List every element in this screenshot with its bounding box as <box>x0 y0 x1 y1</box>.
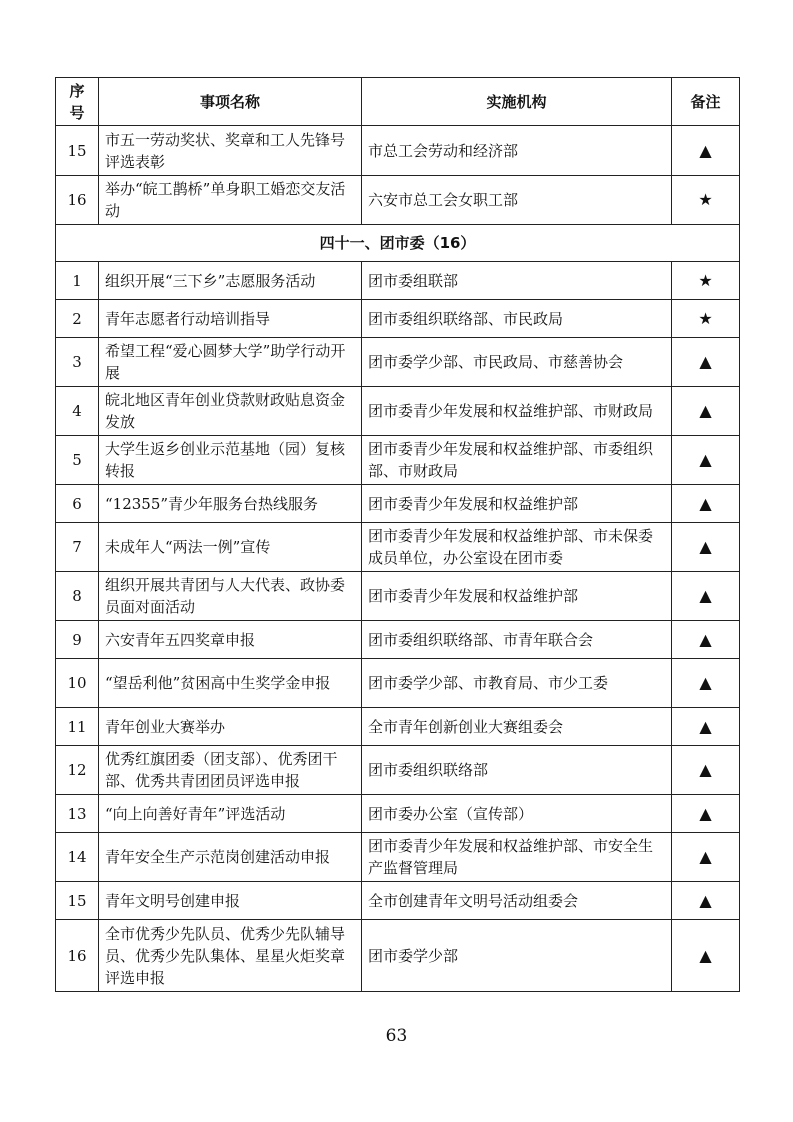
row-seq: 3 <box>56 338 99 387</box>
row-mark: ▲ <box>672 659 740 708</box>
table-row <box>56 621 740 659</box>
row-org: 团市委学少部、市民政局、市慈善协会 <box>362 338 672 387</box>
table-row <box>56 708 740 746</box>
header-seq: 序号 <box>56 78 99 126</box>
row-mark: ▲ <box>672 485 740 523</box>
row-org: 团市委办公室（宣传部） <box>362 795 672 833</box>
section-row <box>56 225 740 262</box>
table-header-row <box>56 78 740 126</box>
row-seq: 16 <box>56 920 99 992</box>
rows-before-section <box>56 126 740 225</box>
row-seq: 15 <box>56 882 99 920</box>
row-org: 全市创建青年文明号活动组委会 <box>362 882 672 920</box>
row-org: 团市委青少年发展和权益维护部 <box>362 485 672 523</box>
row-mark: ★ <box>672 300 740 338</box>
row-name: 青年创业大赛举办 <box>99 708 362 746</box>
row-seq: 13 <box>56 795 99 833</box>
header-name: 事项名称 <box>99 78 362 126</box>
row-seq: 8 <box>56 572 99 621</box>
row-org: 全市青年创新创业大赛组委会 <box>362 708 672 746</box>
row-seq: 1 <box>56 262 99 300</box>
row-mark: ▲ <box>672 572 740 621</box>
row-mark: ▲ <box>672 387 740 436</box>
row-name: “望岳利他”贫困高中生奖学金申报 <box>99 659 362 708</box>
row-org: 团市委组联部 <box>362 262 672 300</box>
header-note: 备注 <box>672 78 740 126</box>
table-row <box>56 436 740 485</box>
row-mark: ▲ <box>672 338 740 387</box>
table-row <box>56 126 740 176</box>
row-seq: 14 <box>56 833 99 882</box>
row-org: 团市委组织联络部、市民政局 <box>362 300 672 338</box>
table-row <box>56 262 740 300</box>
row-mark: ▲ <box>672 746 740 795</box>
row-name: 组织开展共青团与人大代表、政协委员面对面活动 <box>99 572 362 621</box>
table-row <box>56 795 740 833</box>
row-name: 皖北地区青年创业贷款财政贴息资金发放 <box>99 387 362 436</box>
row-name: 全市优秀少先队员、优秀少先队辅导员、优秀少先队集体、星星火炬奖章评选申报 <box>99 920 362 992</box>
row-mark: ▲ <box>672 882 740 920</box>
row-org: 团市委学少部、市教育局、市少工委 <box>362 659 672 708</box>
row-mark: ★ <box>672 262 740 300</box>
row-name: 希望工程“爱心圆梦大学”助学行动开展 <box>99 338 362 387</box>
row-org: 团市委青少年发展和权益维护部、市未保委成员单位，办公室设在团市委 <box>362 523 672 572</box>
row-org: 团市委组织联络部、市青年联合会 <box>362 621 672 659</box>
row-name: 举办“皖工鹊桥”单身职工婚恋交友活动 <box>99 176 362 225</box>
row-name: 六安青年五四奖章申报 <box>99 621 362 659</box>
table-row <box>56 572 740 621</box>
row-org: 团市委组织联络部 <box>362 746 672 795</box>
row-mark: ▲ <box>672 436 740 485</box>
row-name: “向上向善好青年”评选活动 <box>99 795 362 833</box>
row-seq: 15 <box>56 126 99 176</box>
row-seq: 6 <box>56 485 99 523</box>
row-name: 组织开展“三下乡”志愿服务活动 <box>99 262 362 300</box>
row-mark: ▲ <box>672 523 740 572</box>
row-org: 团市委青少年发展和权益维护部 <box>362 572 672 621</box>
row-name: 未成年人“两法一例”宣传 <box>99 523 362 572</box>
table-row <box>56 300 740 338</box>
row-mark: ▲ <box>672 126 740 176</box>
row-seq: 10 <box>56 659 99 708</box>
section-title: 四十一、团市委（16） <box>56 225 740 262</box>
page-number: 63 <box>385 1026 408 1046</box>
row-name: 青年文明号创建申报 <box>99 882 362 920</box>
table-row <box>56 387 740 436</box>
row-name: 大学生返乡创业示范基地（园）复核转报 <box>99 436 362 485</box>
table-row <box>56 833 740 882</box>
row-mark: ▲ <box>672 795 740 833</box>
row-org: 团市委学少部 <box>362 920 672 992</box>
table-row <box>56 485 740 523</box>
row-org: 团市委青少年发展和权益维护部、市安全生产监督管理局 <box>362 833 672 882</box>
row-seq: 7 <box>56 523 99 572</box>
row-name: 青年志愿者行动培训指导 <box>99 300 362 338</box>
row-seq: 4 <box>56 387 99 436</box>
table-row <box>56 920 740 992</box>
row-seq: 5 <box>56 436 99 485</box>
row-seq: 11 <box>56 708 99 746</box>
row-seq: 12 <box>56 746 99 795</box>
row-mark: ▲ <box>672 833 740 882</box>
table-row <box>56 746 740 795</box>
items-table <box>55 77 740 992</box>
row-name: “12355”青少年服务台热线服务 <box>99 485 362 523</box>
row-org: 团市委青少年发展和权益维护部、市财政局 <box>362 387 672 436</box>
rows-after-section <box>56 262 740 992</box>
table-row <box>56 176 740 225</box>
row-mark: ★ <box>672 176 740 225</box>
table-row <box>56 659 740 708</box>
row-org: 团市委青少年发展和权益维护部、市委组织部、市财政局 <box>362 436 672 485</box>
row-name: 优秀红旗团委（团支部）、优秀团干部、优秀共青团团员评选申报 <box>99 746 362 795</box>
row-seq: 2 <box>56 300 99 338</box>
table-row <box>56 338 740 387</box>
row-name: 市五一劳动奖状、奖章和工人先锋号评选表彰 <box>99 126 362 176</box>
table-row <box>56 882 740 920</box>
header-org: 实施机构 <box>362 78 672 126</box>
row-name: 青年安全生产示范岗创建活动申报 <box>99 833 362 882</box>
row-mark: ▲ <box>672 621 740 659</box>
table-row <box>56 523 740 572</box>
row-org: 六安市总工会女职工部 <box>362 176 672 225</box>
row-mark: ▲ <box>672 708 740 746</box>
row-seq: 9 <box>56 621 99 659</box>
row-mark: ▲ <box>672 920 740 992</box>
row-org: 市总工会劳动和经济部 <box>362 126 672 176</box>
row-seq: 16 <box>56 176 99 225</box>
